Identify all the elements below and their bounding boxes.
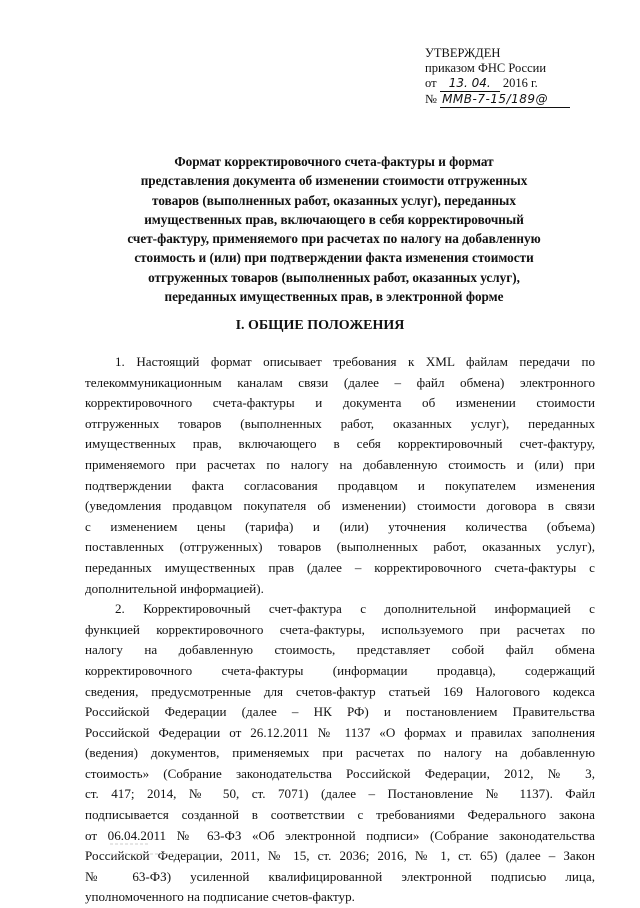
approval-date-suffix: 2016 г. [502,76,538,90]
paragraph-1-line: отгруженных товаров (выполненных работ, оказанных услуг), переданных [85,415,595,431]
paragraph-1-line: переданных имущественных прав (далее – корректировочного счета-фактуры с [85,559,595,575]
paragraph-2-line: ст. 417; 2014, № 50, ст. 7071) (далее – Постановление № 1137). Файл [85,786,595,802]
paragraph-1-line: с изменением цены (тарифа) и (или) уточнения количества (объема) [85,518,595,534]
title-line: отгруженных товаров (выполненных работ, оказанных услуг), [148,269,520,285]
paragraph-2-line: Российской Федерации от 26.12.2011 № 1137 «О формах и правилах заполнения [85,724,595,740]
paragraph-2-line: подписывается созданной в соответствии с требованиями Федерального закона [85,807,595,823]
paragraph-2-line: № 63-ФЗ) усиленной квалифицированной электронной подписью лица, [85,868,595,884]
approval-date-prefix: от [425,76,437,90]
paragraph-2-line: функцией корректировочного счета-фактуры, используемого при расчетах по [85,621,595,637]
paragraph-2-line: стоимость» (Собрание законодательства Российской Федерации, 2012, № 3, [85,765,595,781]
paragraph-2-line: корректировочного счета-фактуры (информации продавца), содержащий [85,662,595,678]
paragraph-1-line: подтверждении факта согласования продавцом и покупателем изменения [85,477,595,493]
paragraph-2-line: Российской Федерации, 2011, № 15, ст. 2036; 2016, № 1, ст. 65) (далее – Закон [85,848,595,864]
paragraph-1-line: имущественных прав, включающего в себя корректировочный счет-фактуру, [85,436,595,452]
paragraph-1-line: дополнительной информацией). [85,580,264,596]
approval-block [425,46,625,108]
faint-stamp-icon [108,838,218,860]
paragraph-2-line: от 06.04.2011 № 63-ФЗ «Об электронной подписи» (Собрание законодательства [85,827,595,843]
paragraph-2-line: сведения, предусмотренные для счетов-фактур статьей 169 Налогового кодекса [85,683,595,699]
paragraph-2-line: налогу на добавленную стоимость, представляет собой файл обмена [85,642,595,658]
approval-order: приказом ФНС России [425,61,547,75]
paragraph-1-line: поставленных (отгруженных) товаров (выполненных работ, оказанных услуг), [85,539,595,555]
approval-date-handwritten: 13. 04. [440,76,500,92]
approval-number-handwritten: ММВ-7-15/189@ [440,92,570,108]
approval-number-prefix: № [425,92,437,106]
paragraph-2-line: уполномоченного на подписание счетов-фактур. [85,889,355,905]
paragraph-2-line: (ведения) документов, применяемых при расчетах по налогу на добавленную [85,745,595,761]
paragraph-1-line: применяемого при расчетах по налогу на добавленную стоимость и (или) при [85,456,595,472]
title-line: стоимость и (или) при подтверждении факта изменения стоимости [134,250,534,266]
title-line: Формат корректировочного счета-фактуры и формат [174,154,494,169]
faint-stamp-mark [108,838,218,863]
approval-title: УТВЕРЖДЕН [425,46,501,60]
paragraph-2-line: Российской Федерации (далее – НК РФ) и постановлением Правительства [85,704,595,720]
title-line: счет-фактуру, применяемого при расчетах по налогу на добавленную [127,231,541,247]
approval-number [425,92,625,108]
approval-date [425,76,625,92]
paragraph-2-line: 2. Корректировочный счет-фактура с дополнительной информацией с [115,601,595,617]
title-line: переданных имущественных прав, в электронной форме [164,289,504,305]
paragraph-1-line: (уведомления продавцом покупателя об изменении) стоимости договора в связи [85,498,595,514]
paragraph-1-line: 1. Настоящий формат описывает требования к XML файлам передачи по [115,354,595,369]
paragraph-1-line: телекоммуникационным каналам связи (далее – файл обмена) электронного [85,374,595,390]
section-heading: I. ОБЩИЕ ПОЛОЖЕНИЯ [235,318,405,333]
title-line: представления документа об изменении стоимости отгруженных [140,173,528,189]
document-title [96,152,572,306]
title-line: товаров (выполненных работ, оказанных услуг), переданных [152,192,516,208]
paragraph-1-line: корректировочного счета-фактуры и документа об изменении стоимости [85,395,595,411]
body-text [85,352,595,908]
title-line: имущественных прав, включающего в себя корректировочный [144,211,524,227]
